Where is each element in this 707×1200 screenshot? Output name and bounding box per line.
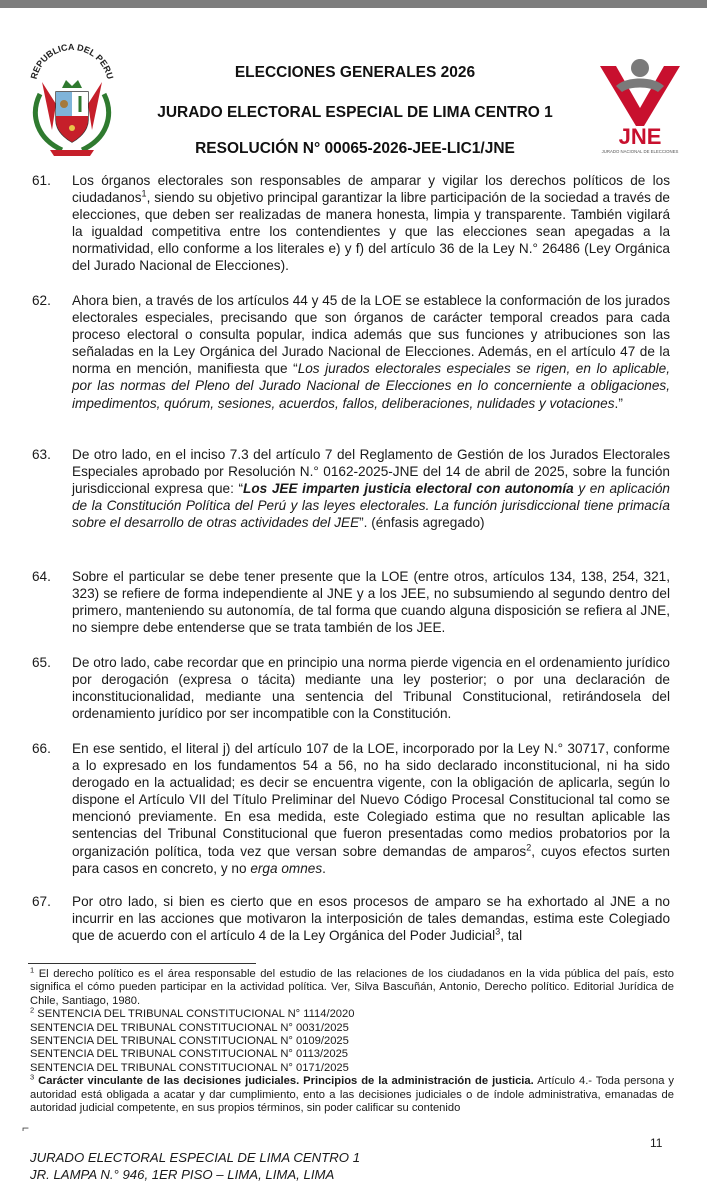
paragraph-number: 61. [32, 173, 51, 188]
footnote-ref-2: 2 [526, 842, 532, 853]
quote-italic: y en aplicación de la Constitución Política del Perú y las leyes electorales. La función jurisdiccional tiene primacía sobre el desarrollo de otras actividades del JEE [72, 481, 670, 531]
paragraph-62: 62. Ahora bien, a través de los artículos 44 y 45 de la LOE se establece la conformación de los jurados electorales especiales, precisando que son órganos de carácter temporal creados para cada proceso electoral o consulta popular, indica además que sus funciones y atribuciones son las señaladas en la Ley Orgánica del Jurado Nacional de Elecciones. Además, en el artículo 47 de la norma en mención, manifiesta que “Los jurados electorales especiales se rigen, en lo aplicable, por las normas del Pleno del Jurado Nacional de Elecciones en lo concerniente a obligaciones, impedimentos, quórum, sesiones, acuerdos, fallos, deliberaciones, nulidades y votaciones.” [32, 293, 670, 411]
footnote-2: $^2$ SENTENCIA DEL TRIBUNAL CONSTITUCIONAL N° 1114/2020 SENTENCIA DEL TRIBUNAL CONSTITUCIONAL N° 0031/2025 SENTENCIA DEL TRIBUNAL CONSTITUCIONAL N° 0109/2025 SENTENCIA DEL TRIBUNAL CONSTITUCIONAL N° 0113/2025 SENTENCIA DEL TRIBUNAL CONSTITUCIONAL N° 0171/2025 [30, 1005, 355, 1074]
footnote-1: $^1$ El derecho político es el área responsable del estudio de las relaciones de los ciudadanos en la vida pública del país, esto significa el cómo pueden participar en la actividad política. Ver, Silva Bascuñán, Antonio, Derecho político. Editorial Jurídica de Chile, Santiago, 1980. [30, 965, 674, 1007]
footer-address: JR. LAMPA N.° 946, 1ER PISO – LIMA, LIMA, LIMA [30, 1167, 335, 1182]
jne-logo-text: JNE [618, 124, 662, 149]
paragraph-65: 65. De otro lado, cabe recordar que en principio una norma pierde vigencia en el ordenamiento jurídico por derogación (expresa o tácita) mediante una ley posterior; o por una declaración de inconstitucionalidad, mediante una sentencia del Tribunal Constitucional, retirándosela del ordenamiento jurídico por ser incompatible con la Constitución. [32, 655, 670, 722]
paragraph-64: 64. Sobre el particular se debe tener presente que la LOE (entre otros, artículos 134, 138, 254, 321, 323) se refiere de forma independiente al JNE y a los JEE, no subsumiendo al segundo dentro del primero, manteniendo su autonomía, de tal forma que cuando alguna disposición se refiera al JNE, no siempre debe entenderse que se trata también de los JEE. [32, 569, 670, 636]
jne-logo-subtext: JURADO NACIONAL DE ELECCIONES [601, 149, 679, 154]
seal-text: REPUBLICA DEL PERU [28, 42, 116, 81]
paragraph-number: 67. [32, 894, 51, 909]
footnotes [30, 965, 674, 1115]
election-title: ELECCIONES GENERALES 2026 [234, 64, 476, 81]
top-edge-bar [0, 0, 707, 8]
latin-term: erga omnes [250, 860, 323, 876]
quote-italic: Los jurados electorales especiales se rigen, en lo aplicable, por las normas del Pleno del Jurado Nacional de Elecciones en lo concerniente a obligaciones, impedimentos, quórum, sesiones, acuerdos, fallos, deliberaciones, nulidades y votaciones [72, 361, 670, 411]
footer-institution: JURADO ELECTORAL ESPECIAL DE LIMA CENTRO 1 [30, 1150, 361, 1165]
paragraph-66: 66. En ese sentido, el literal j) del artículo 107 de la LOE, incorporado por la Ley N.° 30717, conforme a lo expresado en los fundamentos 54 a 56, no ha sido declarado inconstitucional, ni ha sido derogado en la actualidad; es decir se encuentra vigente, con la obligación de aplicarla, según lo dispone el Artículo VII del Título Preliminar del Nuevo Código Procesal Constitucional tal como se mencionó previamente. En esa medida, este Colegiado estima que no resultan aplicable las sentencias del Tribunal Constitucional que fueron presentadas como medios probatorios por la organización política, toda vez que versan sobre demandas de amparos$^2$, cuyos efectos surten para casos en concreto, y no erga omnes. [32, 741, 670, 876]
paragraph-61: 61. Los órganos electorales son responsables de amparar y vigilar los derechos políticos de los ciudadanos$^1$, siendo su objetivo principal garantizar la libre participación de la sociedad a través de elecciones, que deben ser realizadas de manera honesta, limpia y transparente. También vigilará la igualdad competitiva entre los contendientes y que las elecciones sean apegadas a la normatividad, ello conforme a los literales e) y f) del artículo 36 de la Ley N.° 26486 (Ley Orgánica del Jurado Nacional de Elecciones). [32, 173, 670, 274]
footnote-ref-3: 3 [495, 926, 501, 937]
jne-logo [594, 46, 686, 156]
jee-title: JURADO ELECTORAL ESPECIAL DE LIMA CENTRO 1 [157, 104, 553, 121]
footnote-separator [28, 963, 256, 964]
page-number: 11 [650, 1136, 663, 1150]
paragraph-number: 66. [32, 741, 51, 756]
paragraph-number: 64. [32, 569, 51, 584]
paragraph-63: 63. De otro lado, en el inciso 7.3 del artículo 7 del Reglamento de Gestión de los Jurados Electorales Especiales aprobado por Resolución N.° 0162-2025-JNE del 14 de abril de 2025, sobre la función jurisdiccional expresa que: “Los JEE imparten justicia electoral con autonomía y en aplicación de la Constitución Política del Perú y las leyes electorales. La función jurisdiccional tiene primacía sobre el desarrollo de otras actividades del JEE”. (énfasis agregado) [32, 447, 670, 531]
paragraph-number: 63. [32, 447, 51, 462]
paragraph-67: 67. Por otro lado, si bien es cierto que en esos procesos de amparo se ha exhortado al JNE a no incurrir en las acciones que motivaron la interposición de tales demandas, estima este Colegiado que de acuerdo con el artículo 4 de la Ley Orgánica del Poder Judicial$^3$, tal [32, 894, 670, 944]
peru-coat-of-arms-logo [22, 42, 122, 160]
footnote-3: $^3$ Carácter vinculante de las decisiones judiciales. Principios de la administración de justicia. Artículo 4.- Toda persona y autoridad está obligada a acatar y dar cumplimiento, ento a las decisiones judiciales o de índole administrativa, emanadas de autoridad judicial competente, en sus propios términos, sin poder calificar su contenido [30, 1072, 674, 1115]
emphasis-bold-italic: Los JEE imparten justicia electoral con autonomía [243, 481, 574, 497]
footnote-continuation-mark: ⌐ [22, 1121, 30, 1135]
resolution-number: RESOLUCIÓN N° 00065-2026-JEE-LIC1/JNE [195, 140, 515, 157]
paragraph-number: 62. [32, 293, 51, 308]
paragraph-number: 65. [32, 655, 51, 670]
footnote-ref-1: 1 [141, 188, 147, 199]
svg-text:REPUBLICA DEL PERU [29, 42, 116, 80]
